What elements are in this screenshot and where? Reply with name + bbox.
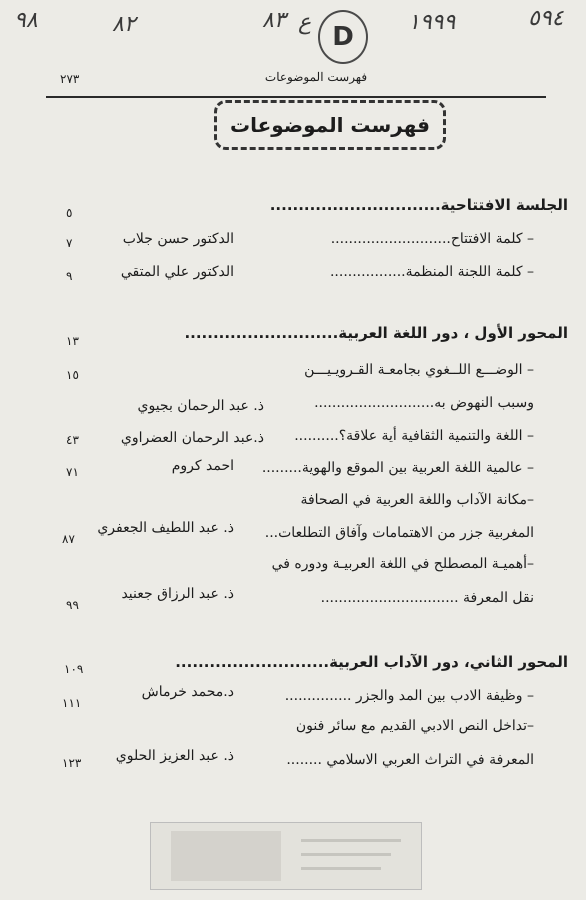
stamp-text-line xyxy=(301,867,381,870)
page-number: ١١١ xyxy=(62,696,82,710)
stamp-text-line xyxy=(301,839,401,842)
page-number: ٩٩ xyxy=(66,598,79,612)
toc-entry: – وظيفة الادب بين المد والجزر ............... xyxy=(284,688,534,704)
page-number: ٧ xyxy=(66,236,73,250)
toc-entry: – كلمة اللجنة المنظمة................. xyxy=(329,264,534,280)
stamp-letter: D xyxy=(332,22,354,52)
toc-author: احمد كروم xyxy=(171,458,234,474)
toc-author: ذ. عبد الرحمان بجيوي xyxy=(137,398,264,414)
handwritten-year: ١٩٩٩ xyxy=(408,10,456,35)
section-heading-opening: الجلسة الافتتاحية.............................. xyxy=(269,196,568,214)
page-number: ٨٧ xyxy=(62,532,75,546)
header-page-number: ٢٧٣ xyxy=(60,72,80,86)
page-number: ٩ xyxy=(66,269,73,283)
stamp-image xyxy=(171,831,281,881)
page-number: ١٥ xyxy=(66,368,79,382)
page-number: ٤٣ xyxy=(66,433,79,447)
running-title: فهرست الموضوعات xyxy=(264,70,368,84)
toc-entry: –تداخل النص الادبي القديم مع سائر فنون xyxy=(295,718,534,734)
page-number: ١٣ xyxy=(66,334,79,348)
toc-entry: – الوضـــع اللــغوي بجامعـة القـرويـيـــن xyxy=(304,362,534,378)
handwritten-number: ٨٣ xyxy=(262,8,286,33)
handwritten-number: ٥٩٤ xyxy=(528,6,564,31)
toc-author: ذ. عبد العزيز الحلوي xyxy=(115,748,234,764)
page-number: ٥ xyxy=(66,206,73,220)
page-title: فهرست الموضوعات xyxy=(214,100,446,150)
toc-entry-continued: نقل المعرفة ............................... xyxy=(320,590,534,606)
faint-stamp xyxy=(150,822,422,890)
handwritten-number: ٩٨ xyxy=(14,8,38,33)
section-heading-axis1: المحور الأول ، دور اللغة العربية........................... xyxy=(184,324,568,342)
toc-entry: – عالمية اللغة العربية بين الموقع والهوية......... xyxy=(261,460,534,476)
toc-entry: – كلمة الافتتاح........................... xyxy=(330,231,534,247)
toc-entry-continued: وسبب النهوض به........................... xyxy=(314,395,534,411)
toc-entry: – اللغة والتنمية الثقافية أية علاقة؟.......... xyxy=(294,428,534,444)
toc-author: ذ. عبد الرزاق جعنيد xyxy=(121,586,234,602)
header-rule xyxy=(46,96,546,98)
stamp-seal xyxy=(318,10,368,64)
toc-author: الدكتور علي المتقي xyxy=(120,264,234,280)
toc-author: ذ. عبد اللطيف الجعفري xyxy=(97,520,234,536)
toc-entry-continued: المعرفة في التراث العربي الاسلامي ........ xyxy=(286,752,534,768)
section-heading-axis2: المحور الثاني، دور الآداب العربية........................... xyxy=(175,653,568,671)
toc-entry: –مكانة الآداب واللغة العربية في الصحافة xyxy=(300,492,534,508)
page-number: ١٠٩ xyxy=(64,662,84,676)
toc-author: د.محمد خرماش xyxy=(141,684,234,700)
toc-author: الدكتور حسن جلاب xyxy=(122,231,234,247)
toc-author: ذ.عبد الرحمان العضراوي xyxy=(120,430,264,446)
handwritten-letter: ع xyxy=(298,10,312,35)
stamp-text-line xyxy=(301,853,391,856)
handwritten-number: ٨٢ xyxy=(112,12,136,37)
page-number: ٧١ xyxy=(66,465,79,479)
page-number: ١٢٣ xyxy=(62,756,82,770)
toc-entry: –أهميـة المصطلح في اللغة العربيـة ودوره في xyxy=(271,556,534,572)
toc-entry-continued: المغربية جزر من الاهتمامات وآفاق التطلعات... xyxy=(264,525,534,541)
